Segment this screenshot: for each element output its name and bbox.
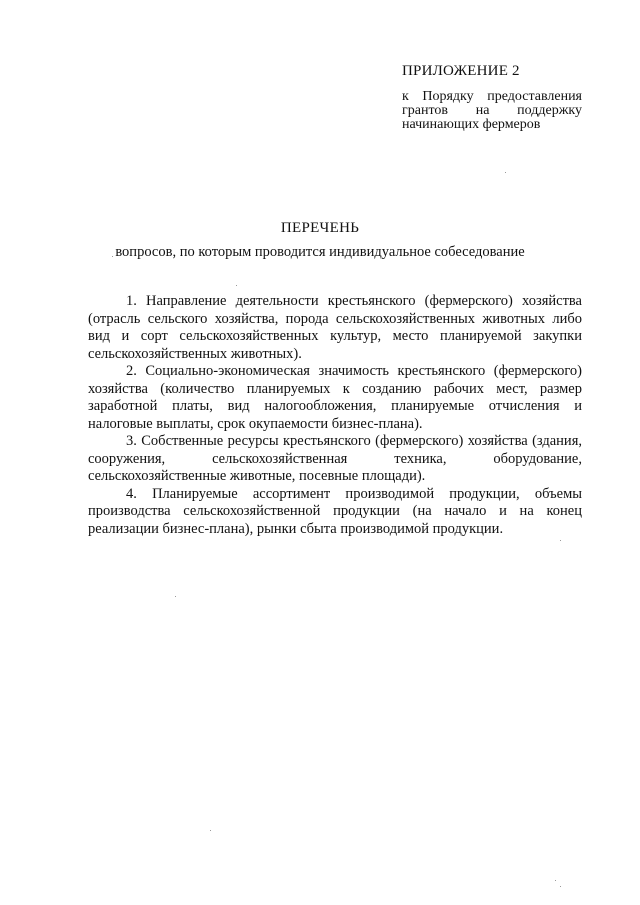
appendix-title: ПРИЛОЖЕНИЕ 2 (402, 63, 520, 79)
appendix-header (402, 62, 582, 132)
question-item-3: 3. Собственные ресурсы крестьянского (фермерского) хозяйства (здания, сооружения, сельскохозяйственная техника, оборудование, сельскохозяйственные животные, посевные площади). (88, 433, 582, 484)
scan-speck (560, 886, 561, 887)
scan-speck (236, 285, 237, 286)
scan-speck (210, 830, 211, 831)
scan-speck (555, 880, 556, 881)
question-item-4: 4. Планируемые ассортимент производимой продукции, объемы производства сельскохозяйственной продукции (на начало и на конец реализации бизнес-плана), рынки сбыта производимой продукции. (88, 485, 582, 537)
document-subtitle: вопросов, по которым проводится индивидуальное собеседование (115, 244, 525, 260)
document-title: ПЕРЕЧЕНЬ (280, 220, 360, 236)
question-list (88, 293, 582, 538)
appendix-reference: к Порядку предоставления грантов на поддержку начинающих фермеров (402, 89, 582, 132)
scan-speck (112, 256, 113, 257)
scan-speck (560, 540, 561, 541)
scan-speck (505, 172, 506, 173)
question-item-1: 1. Направление деятельности крестьянского (фермерского) хозяйства (отрасль сельского хозяйства, порода сельскохозяйственных животных либо вид и сорт сельскохозяйственных культур, место планируемой закупки сельскохозяйственных животных). (88, 293, 582, 362)
question-item-2: 2. Социально-экономическая значимость крестьянского (фермерского) хозяйства (количество планируемых к созданию рабочих мест, размер заработной платы, вид налогообложения, планируемые отчисления и налоговые выплаты, срок окупаемости бизнес-плана). (88, 363, 582, 432)
scan-speck (175, 596, 176, 597)
